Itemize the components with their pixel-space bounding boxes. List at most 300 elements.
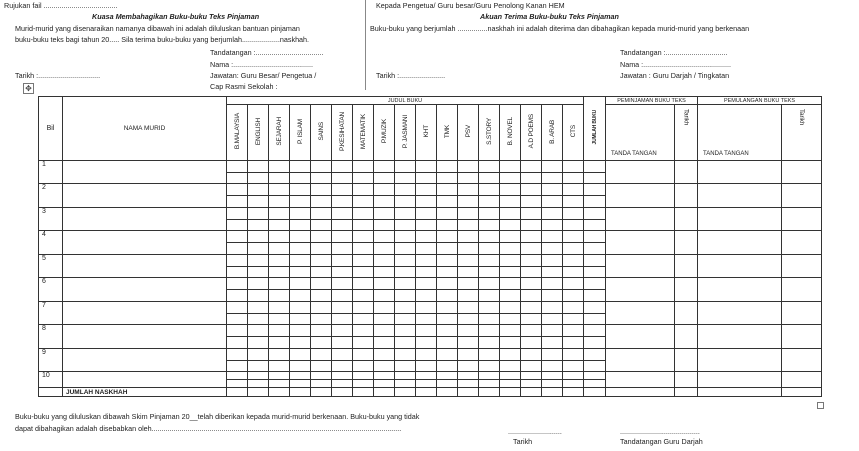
book-check-cell[interactable] — [437, 349, 458, 372]
book-check-cell[interactable] — [458, 302, 479, 325]
student-name-cell[interactable] — [63, 325, 227, 349]
book-check-cell[interactable] — [332, 184, 353, 208]
book-check-cell[interactable] — [542, 278, 563, 302]
student-name-cell[interactable] — [63, 231, 227, 255]
total-cell[interactable] — [584, 208, 606, 231]
book-check-cell[interactable] — [563, 231, 584, 255]
book-check-cell[interactable] — [248, 161, 269, 184]
book-check-cell[interactable] — [227, 372, 248, 388]
header-lend-group — [606, 97, 698, 105]
book-check-cell[interactable] — [227, 302, 248, 325]
book-check-cell[interactable] — [290, 208, 311, 231]
right-form-title: Akuan Terima Buku-buku Teks Pinjaman — [480, 12, 619, 21]
book-check-cell[interactable] — [542, 349, 563, 372]
book-check-cell[interactable] — [248, 184, 269, 208]
book-check-cell[interactable] — [479, 231, 500, 255]
total-row-cell[interactable] — [437, 388, 458, 397]
return-sign-cell[interactable] — [698, 161, 782, 184]
book-check-cell[interactable] — [290, 184, 311, 208]
right-paragraph: Buku-buku yang berjumlah ...............naskhah ini adalah diterima dan dibahagikan kepada murid-murid yang berkenaan — [370, 24, 750, 33]
book-check-cell[interactable] — [248, 372, 269, 388]
book-check-cell[interactable] — [563, 161, 584, 184]
total-row-cell[interactable] — [332, 388, 353, 397]
book-check-cell[interactable] — [416, 349, 437, 372]
total-row-cell[interactable] — [606, 388, 675, 397]
book-title-label: B. ARAB — [548, 119, 556, 144]
header-row-groups — [39, 97, 822, 105]
lend-date-cell[interactable] — [675, 278, 698, 302]
book-check-cell[interactable] — [416, 184, 437, 208]
return-date-cell[interactable] — [782, 208, 822, 231]
book-check-cell[interactable] — [563, 278, 584, 302]
book-check-cell[interactable] — [353, 325, 374, 349]
book-check-cell[interactable] — [521, 255, 542, 278]
book-check-cell[interactable] — [332, 302, 353, 325]
total-cell[interactable] — [584, 302, 606, 325]
book-check-cell[interactable] — [437, 278, 458, 302]
student-name-cell[interactable] — [63, 161, 227, 184]
row-number-label: 5 — [42, 255, 46, 262]
book-check-cell[interactable] — [542, 302, 563, 325]
lend-sign-cell[interactable] — [606, 255, 675, 278]
book-check-cell[interactable] — [521, 161, 542, 184]
book-check-cell[interactable] — [416, 372, 437, 388]
total-row-cell[interactable] — [542, 388, 563, 397]
left-paragraph-line1: Murid-murid yang disenaraikan namanya dibawah ini adalah diluluskan bantuan pinjaman — [15, 24, 300, 33]
lend-date-cell[interactable] — [675, 208, 698, 231]
book-check-cell[interactable] — [227, 278, 248, 302]
book-check-cell[interactable] — [311, 208, 332, 231]
book-check-cell[interactable] — [500, 184, 521, 208]
return-date-cell[interactable] — [782, 302, 822, 325]
return-date-cell[interactable] — [782, 325, 822, 349]
book-check-cell[interactable] — [521, 372, 542, 388]
book-check-cell[interactable] — [479, 184, 500, 208]
book-check-cell[interactable] — [290, 231, 311, 255]
total-row-cell[interactable] — [227, 388, 248, 397]
total-row-cell[interactable] — [782, 388, 822, 397]
book-check-cell[interactable] — [458, 184, 479, 208]
book-check-cell[interactable] — [353, 349, 374, 372]
book-check-cell[interactable] — [416, 325, 437, 349]
total-cell[interactable] — [584, 184, 606, 208]
book-check-cell[interactable] — [542, 184, 563, 208]
student-name-cell[interactable] — [63, 302, 227, 325]
book-check-cell[interactable] — [374, 231, 395, 255]
book-check-cell[interactable] — [374, 325, 395, 349]
book-title-label: S.STORY — [485, 118, 493, 145]
book-check-cell[interactable] — [227, 325, 248, 349]
header-bil-label: Bil — [46, 125, 55, 132]
book-check-cell[interactable] — [479, 278, 500, 302]
book-check-cell[interactable] — [332, 161, 353, 184]
book-title-label: CTS — [569, 125, 577, 138]
return-date-cell[interactable] — [782, 278, 822, 302]
total-cell[interactable] — [584, 372, 606, 388]
book-check-cell[interactable] — [563, 372, 584, 388]
book-check-cell[interactable] — [437, 161, 458, 184]
book-check-cell[interactable] — [227, 349, 248, 372]
book-check-cell[interactable] — [395, 208, 416, 231]
book-check-cell[interactable] — [269, 372, 290, 388]
book-check-cell[interactable] — [269, 208, 290, 231]
lend-sign-cell[interactable] — [606, 208, 675, 231]
book-check-cell[interactable] — [332, 208, 353, 231]
book-check-cell[interactable] — [458, 325, 479, 349]
book-check-cell[interactable] — [479, 161, 500, 184]
book-check-cell[interactable] — [353, 255, 374, 278]
book-check-cell[interactable] — [479, 325, 500, 349]
book-check-cell[interactable] — [479, 208, 500, 231]
left-signature-line: Tandatangan :.................................. — [210, 48, 324, 57]
book-check-cell[interactable] — [269, 184, 290, 208]
book-check-cell[interactable] — [521, 325, 542, 349]
total-row-cell[interactable] — [311, 388, 332, 397]
book-check-cell[interactable] — [269, 278, 290, 302]
book-check-cell[interactable] — [500, 278, 521, 302]
book-check-cell[interactable] — [395, 161, 416, 184]
student-name-cell[interactable] — [63, 184, 227, 208]
book-check-cell[interactable] — [542, 372, 563, 388]
book-check-cell[interactable] — [269, 302, 290, 325]
row-number-label: 10 — [42, 372, 50, 379]
book-check-cell[interactable] — [437, 372, 458, 388]
book-check-cell[interactable] — [500, 161, 521, 184]
book-check-cell[interactable] — [269, 325, 290, 349]
book-check-cell[interactable] — [521, 184, 542, 208]
book-check-cell[interactable] — [416, 255, 437, 278]
book-check-cell[interactable] — [311, 372, 332, 388]
total-row-cell[interactable] — [269, 388, 290, 397]
book-check-cell[interactable] — [227, 231, 248, 255]
row-number — [39, 302, 63, 325]
book-check-cell[interactable] — [290, 278, 311, 302]
return-sign-cell[interactable] — [698, 278, 782, 302]
book-check-cell[interactable] — [227, 255, 248, 278]
return-date-cell[interactable] — [782, 161, 822, 184]
lend-date-cell[interactable] — [675, 231, 698, 255]
lend-date-cell[interactable] — [675, 255, 698, 278]
table-resize-handle-icon[interactable] — [817, 402, 824, 409]
right-date-line: Tarikh :....................... — [376, 71, 446, 80]
book-check-cell[interactable] — [479, 349, 500, 372]
right-name-line: Nama :............................................ — [620, 60, 732, 69]
header-name-label: NAMA MURID — [123, 125, 166, 132]
lend-sign-cell[interactable] — [606, 184, 675, 208]
table-move-handle-icon[interactable]: ✥ — [23, 83, 34, 94]
book-check-cell[interactable] — [500, 325, 521, 349]
total-cell[interactable] — [584, 349, 606, 372]
book-check-cell[interactable] — [542, 208, 563, 231]
book-check-cell[interactable] — [227, 208, 248, 231]
total-cell[interactable] — [584, 325, 606, 349]
left-seal-line: Cap Rasmi Sekolah : — [210, 82, 278, 91]
book-check-cell[interactable] — [248, 278, 269, 302]
book-check-cell[interactable] — [353, 231, 374, 255]
book-check-cell[interactable] — [395, 302, 416, 325]
total-row-cell[interactable] — [290, 388, 311, 397]
row-number-label: 1 — [42, 161, 46, 168]
book-check-cell[interactable] — [332, 349, 353, 372]
book-check-cell[interactable] — [353, 161, 374, 184]
book-check-cell[interactable] — [437, 208, 458, 231]
return-date-cell[interactable] — [782, 231, 822, 255]
book-check-cell[interactable] — [311, 302, 332, 325]
book-check-cell[interactable] — [353, 278, 374, 302]
student-name-cell[interactable] — [63, 278, 227, 302]
book-check-cell[interactable] — [521, 278, 542, 302]
book-check-cell[interactable] — [395, 372, 416, 388]
book-check-cell[interactable] — [269, 349, 290, 372]
total-row-cell[interactable] — [395, 388, 416, 397]
row-number — [39, 161, 63, 184]
book-check-cell[interactable] — [542, 255, 563, 278]
total-cell[interactable] — [584, 231, 606, 255]
book-check-cell[interactable] — [416, 161, 437, 184]
book-check-cell[interactable] — [332, 231, 353, 255]
lend-date-cell[interactable] — [675, 372, 698, 388]
return-date-cell[interactable] — [782, 372, 822, 388]
student-name-cell[interactable] — [63, 372, 227, 388]
return-sign-cell[interactable] — [698, 349, 782, 372]
return-sign-cell[interactable] — [698, 231, 782, 255]
book-check-cell[interactable] — [311, 349, 332, 372]
total-row-cell[interactable] — [675, 388, 698, 397]
book-check-cell[interactable] — [290, 161, 311, 184]
lend-date-cell[interactable] — [675, 349, 698, 372]
book-check-cell[interactable] — [500, 208, 521, 231]
lend-date-cell[interactable] — [675, 161, 698, 184]
right-recipient-line: Kepada Pengetua/ Guru besar/Guru Penolong Kanan HEM — [376, 1, 565, 10]
book-check-cell[interactable] — [416, 208, 437, 231]
book-check-cell[interactable] — [227, 184, 248, 208]
book-check-cell[interactable] — [395, 278, 416, 302]
header-return-group — [698, 97, 822, 105]
lend-sign-cell[interactable] — [606, 349, 675, 372]
book-title-label: B. NOVEL — [506, 117, 514, 146]
book-check-cell[interactable] — [458, 255, 479, 278]
book-check-cell[interactable] — [500, 302, 521, 325]
header-book-b-novel — [500, 105, 521, 161]
header-bil — [39, 97, 63, 161]
book-check-cell[interactable] — [542, 161, 563, 184]
book-check-cell[interactable] — [416, 231, 437, 255]
book-check-cell[interactable] — [374, 302, 395, 325]
book-check-cell[interactable] — [500, 372, 521, 388]
book-check-cell[interactable] — [563, 325, 584, 349]
lend-sign-cell[interactable] — [606, 325, 675, 349]
lend-sign-cell[interactable] — [606, 372, 675, 388]
book-check-cell[interactable] — [332, 372, 353, 388]
return-sign-cell[interactable] — [698, 255, 782, 278]
book-check-cell[interactable] — [332, 278, 353, 302]
book-check-cell[interactable] — [353, 208, 374, 231]
return-date-cell[interactable] — [782, 255, 822, 278]
book-check-cell[interactable] — [563, 208, 584, 231]
book-check-cell[interactable] — [395, 255, 416, 278]
book-check-cell[interactable] — [521, 302, 542, 325]
row-number-label: 8 — [42, 325, 46, 332]
header-book-tmk — [437, 105, 458, 161]
return-date-header — [782, 105, 822, 161]
book-check-cell[interactable] — [563, 184, 584, 208]
book-check-cell[interactable] — [479, 302, 500, 325]
return-date-cell[interactable] — [782, 349, 822, 372]
book-check-cell[interactable] — [500, 231, 521, 255]
lend-sign-cell[interactable] — [606, 161, 675, 184]
lend-date-cell[interactable] — [675, 302, 698, 325]
return-date-cell[interactable] — [782, 184, 822, 208]
book-check-cell[interactable] — [563, 302, 584, 325]
book-check-cell[interactable] — [248, 208, 269, 231]
header-total-books-label: JUMLAH BUKU — [591, 110, 598, 145]
book-check-cell[interactable] — [290, 372, 311, 388]
lend-sign-header — [606, 105, 675, 161]
book-check-cell[interactable] — [416, 278, 437, 302]
total-row-cell[interactable] — [458, 388, 479, 397]
row-number-label: 4 — [42, 231, 46, 238]
book-check-cell[interactable] — [311, 161, 332, 184]
book-check-cell[interactable] — [290, 255, 311, 278]
book-check-cell[interactable] — [458, 372, 479, 388]
header-book-p-jasmani — [395, 105, 416, 161]
total-row-cell[interactable] — [584, 388, 606, 397]
total-row-cell[interactable] — [698, 388, 782, 397]
total-row-cell[interactable] — [416, 388, 437, 397]
book-check-cell[interactable] — [290, 349, 311, 372]
book-title-label: P. ISLAM — [296, 118, 304, 145]
total-row-cell[interactable] — [500, 388, 521, 397]
row-number-label: 6 — [42, 278, 46, 285]
right-position-line: Jawatan : Guru Darjah / Tingkatan — [620, 71, 730, 80]
student-name-cell[interactable] — [63, 255, 227, 278]
book-check-cell[interactable] — [374, 349, 395, 372]
student-name-cell[interactable] — [63, 349, 227, 372]
book-check-cell[interactable] — [311, 231, 332, 255]
book-check-cell[interactable] — [374, 184, 395, 208]
total-cell[interactable] — [584, 161, 606, 184]
book-check-cell[interactable] — [332, 255, 353, 278]
book-check-cell[interactable] — [416, 302, 437, 325]
book-check-cell[interactable] — [353, 372, 374, 388]
book-check-cell[interactable] — [437, 302, 458, 325]
return-sign-cell[interactable] — [698, 325, 782, 349]
book-check-cell[interactable] — [227, 161, 248, 184]
book-check-cell[interactable] — [290, 302, 311, 325]
lend-date-cell[interactable] — [675, 325, 698, 349]
total-row-cell[interactable] — [353, 388, 374, 397]
student-name-cell[interactable] — [63, 208, 227, 231]
book-check-cell[interactable] — [311, 278, 332, 302]
header-book-p-kesihatan — [332, 105, 353, 161]
book-check-cell[interactable] — [269, 255, 290, 278]
book-check-cell[interactable] — [374, 278, 395, 302]
book-check-cell[interactable] — [542, 325, 563, 349]
book-check-cell[interactable] — [374, 208, 395, 231]
book-check-cell[interactable] — [248, 231, 269, 255]
book-check-cell[interactable] — [248, 349, 269, 372]
book-check-cell[interactable] — [563, 349, 584, 372]
book-check-cell[interactable] — [500, 349, 521, 372]
book-check-cell[interactable] — [521, 231, 542, 255]
book-check-cell[interactable] — [437, 231, 458, 255]
header-book-cts — [563, 105, 584, 161]
book-check-cell[interactable] — [374, 255, 395, 278]
book-check-cell[interactable] — [437, 184, 458, 208]
book-check-cell[interactable] — [395, 184, 416, 208]
book-check-cell[interactable] — [374, 161, 395, 184]
book-check-cell[interactable] — [521, 208, 542, 231]
lend-sign-cell[interactable] — [606, 278, 675, 302]
left-name-line: Nama :........................................ — [210, 60, 314, 69]
book-check-cell[interactable] — [353, 184, 374, 208]
book-check-cell[interactable] — [542, 231, 563, 255]
return-sign-cell[interactable] — [698, 184, 782, 208]
book-check-cell[interactable] — [395, 325, 416, 349]
total-row-cell[interactable] — [563, 388, 584, 397]
book-check-cell[interactable] — [437, 325, 458, 349]
book-check-cell[interactable] — [248, 325, 269, 349]
book-title-label: ENGLISH — [254, 117, 262, 146]
return-sign-cell[interactable] — [698, 302, 782, 325]
return-sign-cell[interactable] — [698, 208, 782, 231]
book-check-cell[interactable] — [500, 255, 521, 278]
lend-sign-cell[interactable] — [606, 231, 675, 255]
book-check-cell[interactable] — [248, 302, 269, 325]
book-check-cell[interactable] — [395, 349, 416, 372]
total-row-cell[interactable] — [248, 388, 269, 397]
return-sign-cell[interactable] — [698, 372, 782, 388]
book-title-label: TMK — [443, 124, 451, 139]
header-book-a-d-poems — [521, 105, 542, 161]
total-row-cell[interactable] — [521, 388, 542, 397]
footer-line1: Buku-buku yang diluluskan dibawah Skim Pinjaman 20__telah diberikan kepada murid-murid berkenaan. Buku-buku yang tidak — [15, 412, 420, 421]
book-check-cell[interactable] — [332, 325, 353, 349]
book-check-cell[interactable] — [458, 231, 479, 255]
book-check-cell[interactable] — [395, 231, 416, 255]
total-row-cell[interactable] — [374, 388, 395, 397]
total-cell[interactable] — [584, 278, 606, 302]
student-row — [39, 349, 822, 372]
book-check-cell[interactable] — [311, 325, 332, 349]
student-row — [39, 278, 822, 302]
book-check-cell[interactable] — [290, 325, 311, 349]
book-check-cell[interactable] — [311, 184, 332, 208]
book-check-cell[interactable] — [458, 349, 479, 372]
total-row — [39, 388, 822, 397]
book-check-cell[interactable] — [269, 161, 290, 184]
book-check-cell[interactable] — [353, 302, 374, 325]
book-check-cell[interactable] — [248, 255, 269, 278]
book-check-cell[interactable] — [458, 208, 479, 231]
book-check-cell[interactable] — [458, 278, 479, 302]
total-row-cell[interactable] — [479, 388, 500, 397]
book-check-cell[interactable] — [479, 255, 500, 278]
total-cell[interactable] — [584, 255, 606, 278]
book-check-cell[interactable] — [458, 161, 479, 184]
book-check-cell[interactable] — [374, 372, 395, 388]
book-check-cell[interactable] — [521, 349, 542, 372]
student-row — [39, 161, 822, 184]
lend-sign-cell[interactable] — [606, 302, 675, 325]
book-check-cell[interactable] — [437, 255, 458, 278]
book-check-cell[interactable] — [563, 255, 584, 278]
book-check-cell[interactable] — [311, 255, 332, 278]
lend-date-cell[interactable] — [675, 184, 698, 208]
book-check-cell[interactable] — [269, 231, 290, 255]
book-title-label: KHT — [422, 125, 430, 138]
book-check-cell[interactable] — [479, 372, 500, 388]
